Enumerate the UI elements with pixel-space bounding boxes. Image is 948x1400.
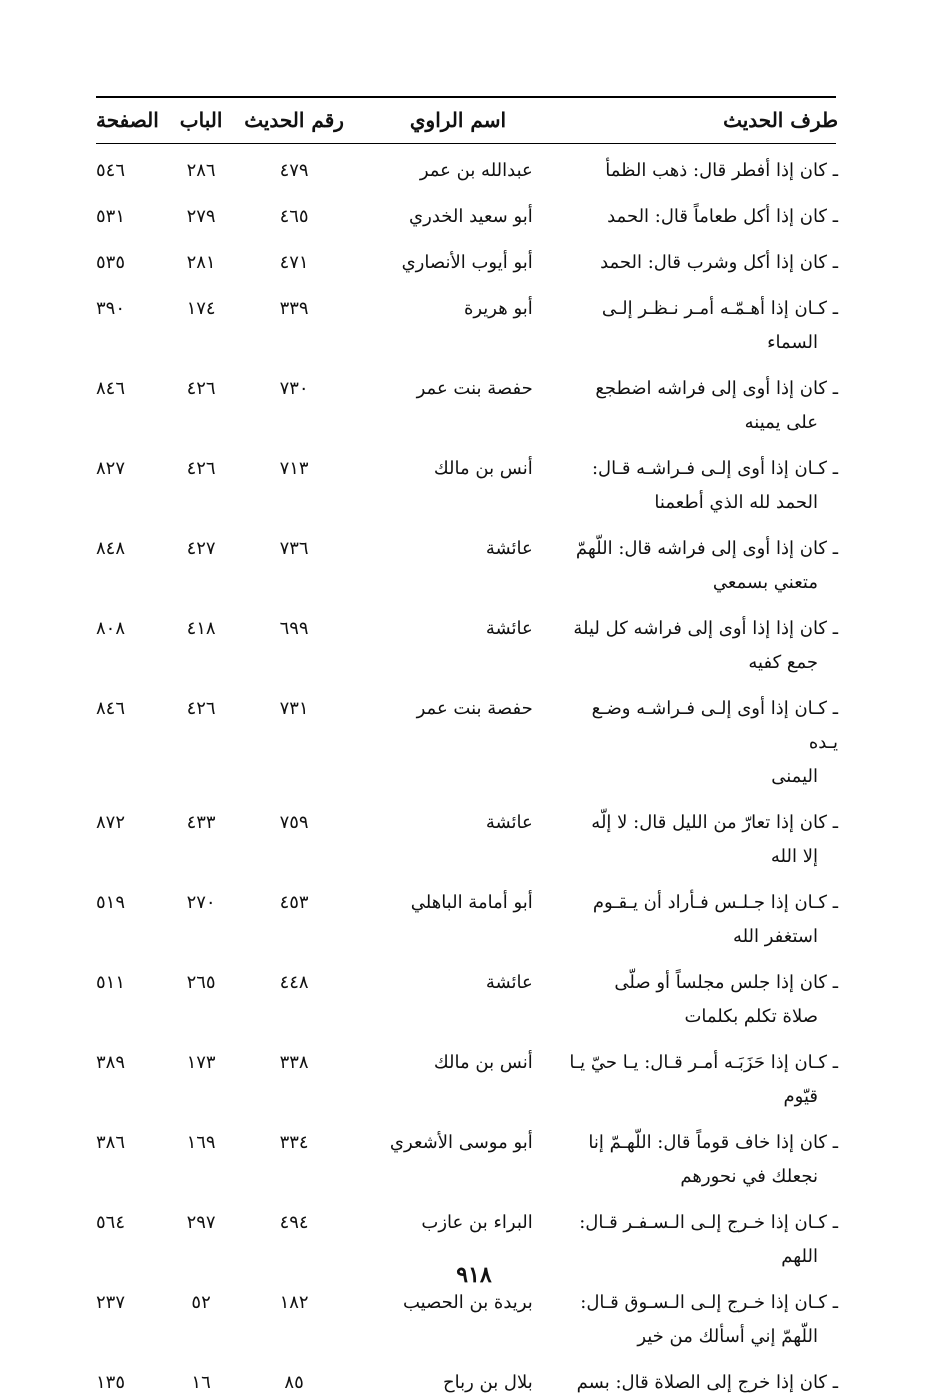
chapter-cell-text: ١٧٣ xyxy=(186,1052,216,1073)
narrator-cell xyxy=(353,1114,563,1194)
page-cell xyxy=(96,234,167,280)
page-cell xyxy=(96,360,167,440)
hadith-title-line2: اليمنى xyxy=(771,766,818,787)
hadith-title-line2: اللّهمّ إني أسألك من خير xyxy=(637,1326,818,1347)
chapter-cell xyxy=(167,188,235,234)
page-cell-text: ٥٦٤ xyxy=(96,1212,126,1233)
page-cell-text: ٥٣٥ xyxy=(96,252,126,273)
hadith-title-line1: ـ كـان إذا خـرج إلـى الـسـوق قـال: xyxy=(580,1292,838,1313)
table-row xyxy=(96,794,838,874)
hadith-title-line2: اللهم xyxy=(781,1246,818,1267)
page-cell xyxy=(96,280,167,360)
narrator-cell xyxy=(353,954,563,1034)
page-cell xyxy=(96,794,167,874)
hadith-number-cell xyxy=(235,520,353,600)
narrator-cell-text: عائشة xyxy=(485,812,533,833)
hadith-title-line1: ـ كان إذا تعارّ من الليل قال: لا إلّه xyxy=(591,812,838,833)
hadith-number-cell-text: ٤٥٣ xyxy=(279,892,309,913)
hadith-title-line2: الحمد لله الذي أطعمنا xyxy=(654,492,818,513)
hadith-number-cell xyxy=(235,600,353,680)
hadith-number-cell-text: ٧٣٠ xyxy=(279,378,309,399)
page-cell-text: ٢٣٧ xyxy=(96,1292,126,1313)
hadith-number-cell-text: ٤٧٩ xyxy=(279,160,309,181)
hadith-number-cell-text: ٧٣٦ xyxy=(279,538,309,559)
hadith-number-cell-text: ٧١٣ xyxy=(279,458,309,479)
hadith-number-cell-text: ٦٩٩ xyxy=(279,618,309,639)
narrator-cell-text: أبو أمامة الباهلي xyxy=(410,892,533,913)
chapter-cell xyxy=(167,360,235,440)
page-cell xyxy=(96,874,167,954)
hadith-title-cell xyxy=(563,1034,838,1114)
hadith-title-line1: ـ كان إذا جلس مجلساً أو صلّى xyxy=(614,972,838,993)
page-cell xyxy=(96,1114,167,1194)
page-cell-text: ٨٠٨ xyxy=(96,618,126,639)
chapter-cell xyxy=(167,440,235,520)
page-cell-text: ٣٨٦ xyxy=(96,1132,126,1153)
chapter-cell-text: ٤٢٦ xyxy=(186,698,216,719)
table-row xyxy=(96,280,838,360)
chapter-cell xyxy=(167,1114,235,1194)
narrator-cell-text: أبو موسى الأشعري xyxy=(389,1132,533,1153)
hadith-title-line1: ـ كـان إذا أوى إلـى فـراشـه قـال: xyxy=(591,458,838,479)
hadith-title-line2: قيّوم xyxy=(783,1086,818,1107)
narrator-cell-text: عائشة xyxy=(485,538,533,559)
narrator-cell xyxy=(353,188,563,234)
table-row xyxy=(96,874,838,954)
narrator-cell-text: عبدالله بن عمر xyxy=(419,160,533,181)
table-header-row xyxy=(96,98,838,142)
page-cell-text: ٥١٩ xyxy=(96,892,126,913)
hadith-title-line2: السماء xyxy=(767,332,818,353)
hadith-title-line1: ـ كان إذا خاف قوماً قال: اللّهـمّ إنا xyxy=(588,1132,838,1153)
page-cell-text: ٥٤٦ xyxy=(96,160,126,181)
table-row xyxy=(96,954,838,1034)
hadith-title-line2: نجعلك في نحورهم xyxy=(680,1166,818,1187)
hadith-title-cell xyxy=(563,520,838,600)
hadith-title-cell xyxy=(563,360,838,440)
hadith-title-line1: ـ كـان إذا أوى إلـى فـراشـه وضـع يـده xyxy=(591,698,838,753)
page-cell xyxy=(96,954,167,1034)
hadith-number-cell xyxy=(235,440,353,520)
hadith-number-cell xyxy=(235,1034,353,1114)
hadith-number-cell xyxy=(235,280,353,360)
hadith-number-cell-text: ٣٣٤ xyxy=(279,1132,309,1153)
page-cell xyxy=(96,440,167,520)
hadith-title-line1: ـ كان إذا أكل طعاماً قال: الحمد xyxy=(607,206,838,227)
hadith-number-cell-text: ٤٩٤ xyxy=(279,1212,309,1233)
chapter-cell xyxy=(167,794,235,874)
chapter-cell-text: ٥٢ xyxy=(191,1292,211,1313)
hadith-number-cell xyxy=(235,188,353,234)
chapter-cell-text: ٤٢٧ xyxy=(186,538,216,559)
hadith-title-line1: ـ كـان إذا حَزَبَـه أمـر قـال: يـا حيّ يـا xyxy=(569,1052,838,1073)
hadith-title-line1: ـ كان إذا أوى إلى فراشه اضطجع xyxy=(595,378,838,399)
chapter-cell-text: ٢٧٩ xyxy=(186,206,216,227)
hadith-title-cell xyxy=(563,234,838,280)
chapter-cell-text: ٢٨٦ xyxy=(186,160,216,181)
narrator-cell xyxy=(353,1034,563,1114)
hadith-title-line2: صلاة تكلم بكلمات xyxy=(684,1006,818,1027)
narrator-cell-text: أنس بن مالك xyxy=(433,458,533,479)
chapter-cell-text: ٤٢٦ xyxy=(186,458,216,479)
table-row xyxy=(96,520,838,600)
hadith-number-cell xyxy=(235,1354,353,1400)
narrator-cell-text: عائشة xyxy=(485,972,533,993)
table-row xyxy=(96,188,838,234)
chapter-cell-text: ١٦ xyxy=(191,1372,211,1393)
hadith-index-table xyxy=(96,98,838,1400)
narrator-cell xyxy=(353,794,563,874)
page-cell-text: ٥١١ xyxy=(96,972,126,993)
narrator-cell-text: حفصة بنت عمر xyxy=(416,698,533,719)
table-row xyxy=(96,440,838,520)
chapter-cell-text: ٤٢٦ xyxy=(186,378,216,399)
hadith-number-cell xyxy=(235,874,353,954)
narrator-cell xyxy=(353,600,563,680)
hadith-title-cell xyxy=(563,1114,838,1194)
narrator-cell xyxy=(353,280,563,360)
hadith-number-cell xyxy=(235,794,353,874)
chapter-cell-text: ٤١٨ xyxy=(186,618,216,639)
table-row xyxy=(96,234,838,280)
chapter-cell xyxy=(167,874,235,954)
page-cell-text: ٨٤٦ xyxy=(96,378,126,399)
hadith-title-line1: ـ كان إذا أوى إلى فراشه قال: اللّهمّ xyxy=(575,538,838,559)
hadith-title-line2: إلا الله xyxy=(770,846,818,867)
narrator-cell-text: أبو أيوب الأنصاري xyxy=(401,252,533,273)
narrator-cell-text: أنس بن مالك xyxy=(433,1052,533,1073)
chapter-cell-text: ٢٧٠ xyxy=(186,892,216,913)
narrator-cell xyxy=(353,142,563,188)
hadith-title-cell xyxy=(563,680,838,794)
page-cell-text: ٥٣١ xyxy=(96,206,126,227)
hadith-title-line1: ـ كـان إذا جـلـس فـأراد أن يـقـوم xyxy=(592,892,838,913)
table-row xyxy=(96,680,838,794)
chapter-cell-text: ٤٣٣ xyxy=(186,812,216,833)
page-cell xyxy=(96,680,167,794)
chapter-cell-text: ٢٩٧ xyxy=(186,1212,216,1233)
narrator-cell xyxy=(353,360,563,440)
hadith-title-cell xyxy=(563,954,838,1034)
hadith-title-cell xyxy=(563,794,838,874)
hadith-number-cell-text: ٤٦٥ xyxy=(279,206,309,227)
narrator-cell-text: بريدة بن الحصيب xyxy=(402,1292,533,1313)
table-row xyxy=(96,600,838,680)
header-chapter: الباب xyxy=(179,108,223,132)
hadith-title-cell xyxy=(563,280,838,360)
hadith-number-cell-text: ١٨٢ xyxy=(279,1292,309,1313)
chapter-cell-text: ٢٦٥ xyxy=(186,972,216,993)
table-row xyxy=(96,360,838,440)
chapter-cell xyxy=(167,234,235,280)
header-hadith-title: طرف الحديث xyxy=(723,108,838,132)
hadith-number-cell-text: ٣٣٨ xyxy=(279,1052,309,1073)
narrator-cell xyxy=(353,874,563,954)
page-cell-text: ٣٩٠ xyxy=(96,298,126,319)
narrator-cell-text: حفصة بنت عمر xyxy=(416,378,533,399)
hadith-title-cell xyxy=(563,874,838,954)
chapter-cell-text: ١٦٩ xyxy=(186,1132,216,1153)
hadith-title-line1: ـ كان إذا خرج إلى الصلاة قال: بسم xyxy=(576,1372,838,1393)
header-narrator: اسم الراوي xyxy=(409,108,507,132)
page-cell-text: ٨٢٧ xyxy=(96,458,126,479)
hadith-number-cell-text: ٣٣٩ xyxy=(279,298,309,319)
page-cell xyxy=(96,600,167,680)
hadith-title-line1: ـ كـان إذا خـرج إلـى الـسـفـر قـال: xyxy=(579,1212,838,1233)
hadith-title-line2: استغفر الله xyxy=(732,926,818,947)
hadith-title-line2: على يمينه xyxy=(744,412,818,433)
chapter-cell xyxy=(167,680,235,794)
hadith-title-line1: ـ كـان إذا أهـمّـه أمـر نـظـر إلـى xyxy=(601,298,838,319)
chapter-cell-text: ١٧٤ xyxy=(186,298,216,319)
page-cell xyxy=(96,1034,167,1114)
hadith-number-cell-text: ٤٤٨ xyxy=(279,972,309,993)
hadith-title-line1: ـ كان إذا أكل وشرب قال: الحمد xyxy=(600,252,838,273)
hadith-number-cell-text: ٨٥ xyxy=(284,1372,304,1393)
chapter-cell xyxy=(167,280,235,360)
chapter-cell-text: ٢٨١ xyxy=(186,252,216,273)
page-cell xyxy=(96,142,167,188)
table-row xyxy=(96,1354,838,1400)
narrator-cell xyxy=(353,234,563,280)
chapter-cell xyxy=(167,954,235,1034)
narrator-cell-text: أبو سعيد الخدري xyxy=(409,206,533,227)
page-cell xyxy=(96,1354,167,1400)
page-cell-text: ٨٤٦ xyxy=(96,698,126,719)
header-hadith-number: رقم الحديث xyxy=(244,108,344,132)
page-cell xyxy=(96,520,167,600)
hadith-title-line2: جمع كفيه xyxy=(748,652,818,673)
chapter-cell xyxy=(167,520,235,600)
narrator-cell xyxy=(353,1354,563,1400)
hadith-title-cell xyxy=(563,142,838,188)
page-cell-text: ١٣٥ xyxy=(96,1372,126,1393)
hadith-title-line1: ـ كان إذا إذا أوى إلى فراشه كل ليلة xyxy=(573,618,838,639)
hadith-number-cell xyxy=(235,234,353,280)
hadith-title-cell xyxy=(563,188,838,234)
chapter-cell xyxy=(167,1354,235,1400)
narrator-cell xyxy=(353,440,563,520)
hadith-number-cell xyxy=(235,360,353,440)
page-cell-text: ٣٨٩ xyxy=(96,1052,126,1073)
narrator-cell xyxy=(353,520,563,600)
narrator-cell-text: بلال بن رباح xyxy=(442,1372,533,1393)
hadith-number-cell-text: ٧٥٩ xyxy=(279,812,309,833)
page-cell-text: ٨٧٢ xyxy=(96,812,126,833)
hadith-number-cell xyxy=(235,954,353,1034)
table-row xyxy=(96,142,838,188)
narrator-cell-text: البراء بن عازب xyxy=(421,1212,533,1233)
hadith-number-cell xyxy=(235,1114,353,1194)
hadith-title-cell xyxy=(563,600,838,680)
hadith-number-cell-text: ٧٣١ xyxy=(279,698,309,719)
page-cell xyxy=(96,188,167,234)
narrator-cell xyxy=(353,680,563,794)
narrator-cell-text: عائشة xyxy=(485,618,533,639)
chapter-cell xyxy=(167,600,235,680)
page-number: ٩١٨ xyxy=(456,1262,492,1288)
chapter-cell xyxy=(167,1034,235,1114)
hadith-number-cell xyxy=(235,680,353,794)
page-cell-text: ٨٤٨ xyxy=(96,538,126,559)
table-row xyxy=(96,1034,838,1114)
hadith-title-cell xyxy=(563,1354,838,1400)
hadith-title-line2: متعني بسمعي xyxy=(712,572,818,593)
hadith-number-cell xyxy=(235,142,353,188)
hadith-title-line1: ـ كان إذا أفطر قال: ذهب الظمأ xyxy=(605,160,838,181)
chapter-cell xyxy=(167,142,235,188)
table-row xyxy=(96,1114,838,1194)
hadith-number-cell-text: ٤٧١ xyxy=(279,252,309,273)
header-page: الصفحة xyxy=(96,108,159,132)
narrator-cell-text: أبو هريرة xyxy=(463,298,533,319)
hadith-title-cell xyxy=(563,440,838,520)
